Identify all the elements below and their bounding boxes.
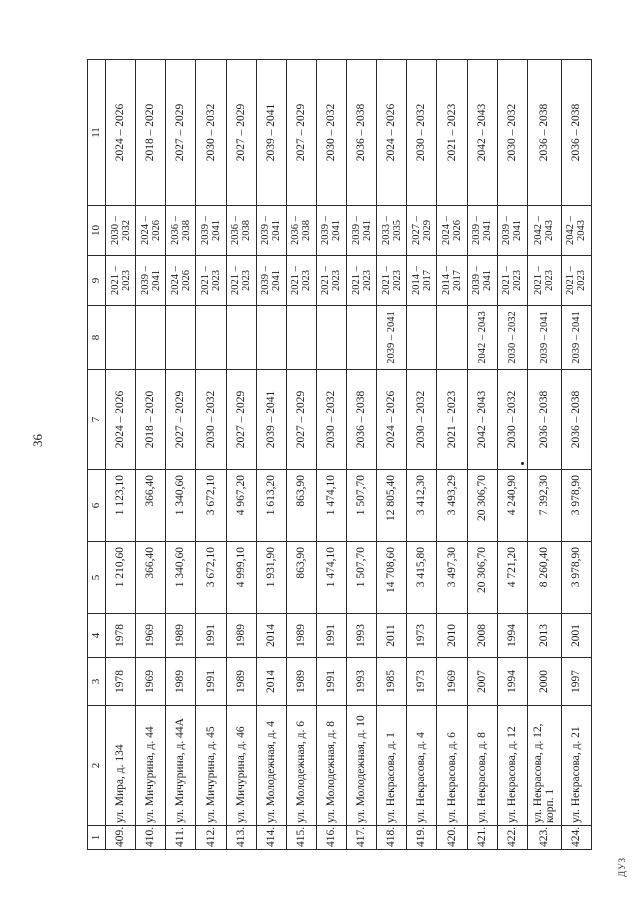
cell-addr: ул. Мира, д. 134 [106, 706, 136, 826]
cell-c11: 2042 – 2043 [467, 60, 497, 206]
header-cell: 6 [88, 470, 106, 542]
cell-c7: 2024 – 2026 [106, 370, 136, 470]
cell-c9: 2021 – 2023 [377, 256, 407, 306]
cell-c3: 1973 [407, 658, 437, 706]
cell-c6: 3 672,10 [196, 470, 226, 542]
cell-c5: 3 415,80 [407, 542, 437, 614]
cell-c11: 2030 – 2032 [196, 60, 226, 206]
cell-c5: 3 497,30 [437, 542, 467, 614]
page-number: 36 [30, 434, 45, 447]
cell-addr: ул. Некрасова, д. 21 [561, 706, 591, 826]
header-cell: 4 [88, 614, 106, 658]
cell-n: 413. [226, 826, 256, 850]
cell-addr: ул. Некрасова, д. 12 [497, 706, 527, 826]
cell-n: 412. [196, 826, 226, 850]
cell-c11: 2027 – 2029 [166, 60, 196, 206]
cell-c5: 3 978,90 [561, 542, 591, 614]
cell-n: 424. [561, 826, 591, 850]
cell-c9: 2014 – 2017 [437, 256, 467, 306]
cell-c5: 8 260,40 [527, 542, 561, 614]
cell-c9: 2021 – 2023 [106, 256, 136, 306]
table-row [226, 60, 256, 850]
cell-c3: 1969 [136, 658, 166, 706]
cell-addr: ул. Мичурина, д. 44А [166, 706, 196, 826]
cell-c6: 1 340,60 [166, 470, 196, 542]
cell-c6: 3 978,90 [561, 470, 591, 542]
cell-c11: 2036 – 2038 [527, 60, 561, 206]
cell-c10: 2039 – 2041 [497, 206, 527, 256]
cell-c5: 3 672,10 [196, 542, 226, 614]
header-cell: 8 [88, 306, 106, 370]
cell-c5: 1 474,10 [316, 542, 346, 614]
cell-c8: 2030 – 2032 [497, 306, 527, 370]
cell-c10: 2024 – 2026 [437, 206, 467, 256]
cell-c5: 1 210,60 [106, 542, 136, 614]
cell-c8 [316, 306, 346, 370]
cell-addr: ул. Молодежная, д. 8 [316, 706, 346, 826]
cell-c8 [136, 306, 166, 370]
table-row [106, 60, 136, 850]
table-row [347, 60, 377, 850]
table-row [561, 60, 591, 850]
cell-addr: ул. Молодежная, д. 6 [286, 706, 316, 826]
cell-c3: 1991 [316, 658, 346, 706]
table-row [377, 60, 407, 850]
cell-c8 [256, 306, 286, 370]
cell-c7: 2036 – 2038 [561, 370, 591, 470]
cell-n: 422. [497, 826, 527, 850]
cell-n: 419. [407, 826, 437, 850]
cell-n: 410. [136, 826, 166, 850]
table-row [286, 60, 316, 850]
cell-addr: ул. Некрасова, д. 1 [377, 706, 407, 826]
cell-c7: 2027 – 2029 [226, 370, 256, 470]
cell-c9: 2021 – 2023 [527, 256, 561, 306]
cell-c8: 2039 – 2041 [561, 306, 591, 370]
cell-c8 [196, 306, 226, 370]
cell-c9: 2021 – 2023 [316, 256, 346, 306]
cell-n: 417. [347, 826, 377, 850]
cell-c6: 4 240,90 [497, 470, 527, 542]
cell-n: 415. [286, 826, 316, 850]
cell-c3: 1989 [226, 658, 256, 706]
cell-c3: 2014 [256, 658, 286, 706]
cell-c4: 1989 [166, 614, 196, 658]
register-table [87, 59, 592, 850]
cell-c6: 1 474,10 [316, 470, 346, 542]
cell-c7: 2036 – 2038 [347, 370, 377, 470]
cell-c7: 2030 – 2032 [316, 370, 346, 470]
cell-c6: 1 123,10 [106, 470, 136, 542]
cell-c11: 2027 – 2029 [226, 60, 256, 206]
cell-c3: 1978 [106, 658, 136, 706]
cell-c9: 2024 – 2026 [166, 256, 196, 306]
cell-c5: 1 931,90 [256, 542, 286, 614]
cell-addr: ул. Некрасова, д. 12, корп. 1 [527, 706, 561, 826]
cell-c9: 2039 – 2041 [256, 256, 286, 306]
cell-c11: 2039 – 2041 [256, 60, 286, 206]
cell-c6: 1 507,70 [347, 470, 377, 542]
header-cell: 1 [88, 826, 106, 850]
cell-c3: 1969 [437, 658, 467, 706]
cell-c11: 2024 – 2026 [106, 60, 136, 206]
cell-c5: 1 507,70 [347, 542, 377, 614]
cell-c6: 3 493,29 [437, 470, 467, 542]
footer-mark: ДУЗ [617, 856, 627, 877]
cell-c4: 2011 [377, 614, 407, 658]
cell-c5: 20 306,70 [467, 542, 497, 614]
cell-addr: ул. Молодежная, д. 4 [256, 706, 286, 826]
cell-c10: 2042 – 2043 [527, 206, 561, 256]
cell-c4: 1991 [316, 614, 346, 658]
cell-n: 411. [166, 826, 196, 850]
cell-c4: 2013 [527, 614, 561, 658]
cell-c6: 4 967,20 [226, 470, 256, 542]
cell-c3: 1989 [166, 658, 196, 706]
cell-c3: 1997 [561, 658, 591, 706]
cell-c6: 7 392,30 [527, 470, 561, 542]
cell-n: 420. [437, 826, 467, 850]
cell-c7: 2039 – 2041 [256, 370, 286, 470]
cell-c11: 2030 – 2032 [497, 60, 527, 206]
table-row [527, 60, 561, 850]
cell-n: 421. [467, 826, 497, 850]
cell-c4: 1989 [226, 614, 256, 658]
table-row [437, 60, 467, 850]
table-row [407, 60, 437, 850]
cell-c3: 2000 [527, 658, 561, 706]
cell-n: 418. [377, 826, 407, 850]
cell-c7: 2030 – 2032 [196, 370, 226, 470]
cell-c10: 2027 – 2029 [407, 206, 437, 256]
cell-c3: 2007 [467, 658, 497, 706]
cell-c9: 2021 – 2023 [561, 256, 591, 306]
cell-c11: 2027 – 2029 [286, 60, 316, 206]
table-row [136, 60, 166, 850]
cell-c6: 366,40 [136, 470, 166, 542]
cell-c9: 2014 – 2017 [407, 256, 437, 306]
cell-c4: 1991 [196, 614, 226, 658]
cell-c7: 2030 – 2032 [497, 370, 527, 470]
cell-c6: 1 613,20 [256, 470, 286, 542]
table-row [166, 60, 196, 850]
cell-c5: 4 999,10 [226, 542, 256, 614]
cell-c11: 2018 – 2020 [136, 60, 166, 206]
cell-c5: 863,90 [286, 542, 316, 614]
cell-c9: 2021 – 2023 [286, 256, 316, 306]
header-cell: 3 [88, 658, 106, 706]
cell-c5: 1 340,60 [166, 542, 196, 614]
cell-c10: 2036 – 2038 [286, 206, 316, 256]
cell-c3: 1993 [347, 658, 377, 706]
cell-c4: 1994 [497, 614, 527, 658]
cell-addr: ул. Мичурина, д. 44 [136, 706, 166, 826]
cell-c5: 366,40 [136, 542, 166, 614]
cell-c11: 2021 – 2023 [437, 60, 467, 206]
cell-c9: 2039 – 2041 [136, 256, 166, 306]
cell-c7: 2042 – 2043 [467, 370, 497, 470]
cell-c7: 2021 – 2023 [437, 370, 467, 470]
cell-c9: 2021 – 2023 [226, 256, 256, 306]
cell-c4: 1973 [407, 614, 437, 658]
header-cell: 9 [88, 256, 106, 306]
cell-c4: 1978 [106, 614, 136, 658]
cell-c10: 2036 – 2038 [166, 206, 196, 256]
cell-c4: 2010 [437, 614, 467, 658]
cell-c7: 2027 – 2029 [286, 370, 316, 470]
cell-c8 [347, 306, 377, 370]
cell-c10: 2039 – 2041 [316, 206, 346, 256]
cell-c11: 2036 – 2038 [347, 60, 377, 206]
cell-c3: 1985 [377, 658, 407, 706]
cell-c7: 2018 – 2020 [136, 370, 166, 470]
cell-c7: 2030 – 2032 [407, 370, 437, 470]
cell-c4: 2001 [561, 614, 591, 658]
cell-addr: ул. Некрасова, д. 6 [437, 706, 467, 826]
table-body [106, 60, 592, 850]
header-cell: 2 [88, 706, 106, 826]
table-row [256, 60, 286, 850]
cell-c4: 1993 [347, 614, 377, 658]
cell-c10: 2039 – 2041 [347, 206, 377, 256]
cell-c4: 2014 [256, 614, 286, 658]
cell-c8: 2042 – 2043 [467, 306, 497, 370]
cell-addr: ул. Молодежная, д. 10 [347, 706, 377, 826]
cell-c10: 2039 – 2041 [196, 206, 226, 256]
cell-c8 [226, 306, 256, 370]
cell-c11: 2030 – 2032 [407, 60, 437, 206]
cell-c10: 2039 – 2041 [256, 206, 286, 256]
cell-c3: 1991 [196, 658, 226, 706]
cell-c6: 3 412,30 [407, 470, 437, 542]
table-row [316, 60, 346, 850]
cell-c10: 2033 – 2035 [377, 206, 407, 256]
cell-c10: 2039 – 2041 [467, 206, 497, 256]
cell-c6: 20 306,70 [467, 470, 497, 542]
cell-c7: 2024 – 2026 [377, 370, 407, 470]
cell-c10: 2024 – 2026 [136, 206, 166, 256]
cell-addr: ул. Мичурина, д. 45 [196, 706, 226, 826]
cell-addr: ул. Мичурина, д. 46 [226, 706, 256, 826]
cell-n: 416. [316, 826, 346, 850]
header-cell: 7 [88, 370, 106, 470]
cell-c8 [106, 306, 136, 370]
cell-n: 414. [256, 826, 286, 850]
cell-c6: 863,90 [286, 470, 316, 542]
cell-addr: ул. Некрасова, д. 4 [407, 706, 437, 826]
cell-c8: 2039 – 2041 [527, 306, 561, 370]
cell-c8 [437, 306, 467, 370]
header-cell: 5 [88, 542, 106, 614]
cell-c9: 2021 – 2023 [347, 256, 377, 306]
cell-c9: 2021 – 2023 [196, 256, 226, 306]
cell-c8 [286, 306, 316, 370]
cell-c10: 2030 – 2032 [106, 206, 136, 256]
cell-c11: 2024 – 2026 [377, 60, 407, 206]
table-row [497, 60, 527, 850]
cell-c4: 1969 [136, 614, 166, 658]
cell-n: 409. [106, 826, 136, 850]
cell-c9: 2039 – 2041 [467, 256, 497, 306]
table-row [196, 60, 226, 850]
register-table-container [87, 60, 592, 850]
cell-c5: 4 721,20 [497, 542, 527, 614]
cell-c3: 1989 [286, 658, 316, 706]
cell-addr: ул. Некрасова, д. 8 [467, 706, 497, 826]
cell-c8: 2039 – 2041 [377, 306, 407, 370]
header-cell: 11 [88, 60, 106, 206]
cell-c5: 14 708,60 [377, 542, 407, 614]
cell-n: 423. [527, 826, 561, 850]
table-row [467, 60, 497, 850]
cell-c11: 2030 – 2032 [316, 60, 346, 206]
cell-c11: 2036 – 2038 [561, 60, 591, 206]
cell-c4: 1989 [286, 614, 316, 658]
cell-c4: 2008 [467, 614, 497, 658]
header-cell: 10 [88, 206, 106, 256]
cell-c10: 2042 – 2043 [561, 206, 591, 256]
header-row [88, 60, 106, 850]
cell-c9: 2021 – 2023 [497, 256, 527, 306]
cell-c8 [407, 306, 437, 370]
cell-c7: 2036 – 2038 [527, 370, 561, 470]
cell-c7: 2027 – 2029 [166, 370, 196, 470]
cell-c10: 2036 – 2038 [226, 206, 256, 256]
cell-c6: 12 805,40 [377, 470, 407, 542]
cell-c8 [166, 306, 196, 370]
cell-c3: 1994 [497, 658, 527, 706]
